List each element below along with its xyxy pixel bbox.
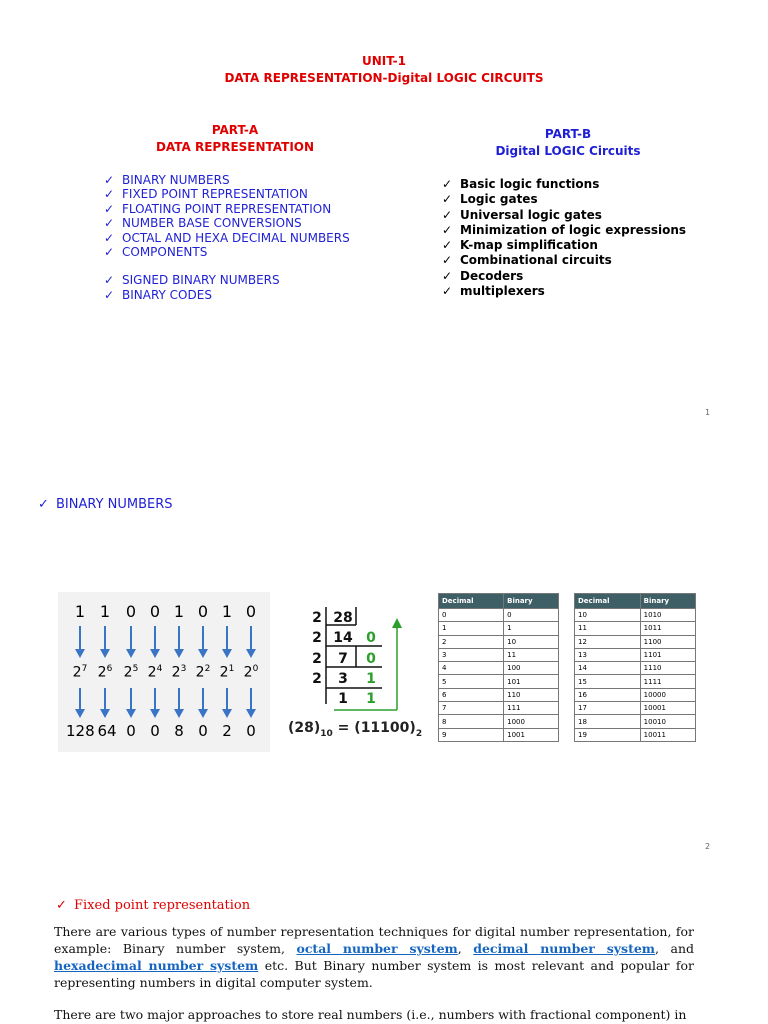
list-item: ✓ OCTAL AND HEXA DECIMAL NUMBERS — [104, 230, 350, 245]
power-of-two: $2^3$ — [171, 664, 187, 681]
power-of-two: $2^6$ — [97, 664, 113, 681]
place-value: 2 — [222, 722, 232, 740]
document-title: DATA REPRESENTATION-Digital LOGIC CIRCUITS — [224, 71, 544, 85]
arrow-down-icon — [104, 688, 106, 710]
checkmark-icon: ✓ — [104, 245, 115, 260]
bit-digit: 0 — [125, 602, 137, 621]
table-cell: 9 — [439, 728, 504, 741]
arrow-down-icon — [104, 626, 106, 650]
power-of-two: $2^1$ — [219, 664, 235, 681]
part-a-title: DATA REPRESENTATION — [155, 140, 315, 154]
table-cell: 19 — [575, 728, 641, 741]
quotient: 7 — [338, 651, 348, 667]
arrow-down-icon — [226, 626, 228, 650]
table-cell: 1 — [439, 622, 504, 635]
bit-digit: 1 — [99, 602, 111, 621]
list-item: ✓ BINARY NUMBERS — [104, 173, 230, 187]
decimal-binary-table-2 — [574, 593, 696, 742]
table-cell: 4 — [439, 662, 504, 675]
table-row — [575, 715, 696, 728]
fixed-point-paragraph-2: There are two major approaches to store real numbers (i.e., numbers with fractional component) in — [54, 1007, 687, 1022]
column-header: Binary — [504, 594, 559, 609]
list-item: ✓ Universal logic gates — [442, 207, 602, 222]
division-diagram — [288, 604, 423, 754]
table-cell: 2 — [439, 635, 504, 648]
place-value: 0 — [246, 722, 256, 740]
decimal-number-system-link[interactable]: decimal number system — [473, 941, 656, 956]
table-cell: 1000 — [504, 715, 559, 728]
bit-digit: 1 — [74, 602, 86, 621]
table-row — [575, 635, 696, 648]
table-cell: 10001 — [640, 702, 695, 715]
part-b-title: Digital LOGIC Circuits — [495, 144, 641, 158]
arrow-down-icon — [178, 688, 180, 710]
checkmark-icon: ✓ — [104, 216, 115, 231]
bit-digit: 1 — [221, 602, 233, 621]
arrow-down-icon — [150, 709, 160, 718]
bit-digit: 1 — [173, 602, 185, 621]
divisor: 2 — [312, 671, 322, 687]
fixed-point-heading: ✓ Fixed point representation — [56, 898, 251, 913]
arrow-down-icon — [154, 688, 156, 710]
checkmark-icon: ✓ — [104, 230, 115, 245]
arrow-down-icon — [150, 649, 160, 658]
table-cell: 11 — [504, 648, 559, 661]
table-cell: 7 — [439, 702, 504, 715]
list-item: ✓ Decoders — [442, 268, 524, 283]
power-of-two: $2^2$ — [195, 664, 211, 681]
checkmark-icon: ✓ — [104, 273, 115, 288]
table-cell: 0 — [504, 609, 559, 622]
remainder: 0 — [366, 651, 376, 667]
table-header-row — [575, 594, 696, 609]
checkmark-icon: ✓ — [442, 284, 453, 299]
binary-numbers-heading: ✓ BINARY NUMBERS — [38, 497, 173, 512]
table-row — [439, 635, 559, 648]
table-cell: 110 — [504, 688, 559, 701]
power-of-two: $2^0$ — [243, 664, 259, 681]
divisor: 2 — [312, 610, 322, 626]
dividend: 28 — [333, 610, 353, 626]
checkmark-icon: ✓ — [442, 177, 453, 191]
quotient: 3 — [338, 671, 348, 687]
table-row — [575, 728, 696, 741]
table-row — [439, 662, 559, 675]
power-of-two: $2^7$ — [72, 664, 88, 681]
arrow-down-icon — [174, 709, 184, 718]
decimal-binary-table-1 — [438, 593, 559, 742]
table-row — [439, 648, 559, 661]
table-cell: 1011 — [640, 622, 695, 635]
table-cell: 10010 — [640, 715, 695, 728]
page-number: 1 — [705, 408, 711, 417]
remainder: 1 — [366, 671, 376, 687]
arrow-down-icon — [226, 688, 228, 710]
table-row — [575, 622, 696, 635]
arrow-down-icon — [174, 649, 184, 658]
arrow-down-icon — [198, 649, 208, 658]
hexadecimal-number-system-link[interactable]: hexadecimal number system — [54, 958, 259, 973]
part-a-label: PART-A — [211, 123, 259, 137]
arrow-down-icon — [126, 709, 136, 718]
remainder: 1 — [366, 691, 376, 707]
arrow-down-icon — [75, 649, 85, 658]
list-item: ✓ NUMBER BASE CONVERSIONS — [104, 216, 302, 231]
table-cell: 10000 — [640, 688, 695, 701]
list-item: ✓ K-map simplification — [442, 238, 598, 253]
list-item: ✓ Combinational circuits — [442, 253, 612, 268]
list-item: ✓ multiplexers — [442, 284, 545, 299]
arrow-down-icon — [178, 626, 180, 650]
list-item: ✓ SIGNED BINARY NUMBERS — [104, 273, 280, 288]
checkmark-icon: ✓ — [442, 192, 453, 207]
checkmark-icon: ✓ — [56, 898, 67, 913]
table-cell: 16 — [575, 688, 641, 701]
list-item: ✓ FIXED POINT REPRESENTATION — [104, 187, 308, 202]
arrow-down-icon — [126, 649, 136, 658]
column-header: Decimal — [439, 594, 504, 609]
table-cell: 11 — [575, 622, 641, 635]
arrow-down-icon — [198, 709, 208, 718]
list-item: ✓ Minimization of logic expressions — [442, 222, 687, 237]
checkmark-icon: ✓ — [38, 497, 49, 512]
table-cell: 15 — [575, 675, 641, 688]
place-value: 0 — [150, 722, 160, 740]
power-of-two: $2^5$ — [123, 664, 139, 681]
list-item: ✓ BINARY CODES — [104, 287, 212, 302]
table-row — [575, 675, 696, 688]
arrow-down-icon — [75, 709, 85, 718]
table-cell: 17 — [575, 702, 641, 715]
table-cell: 1 — [504, 622, 559, 635]
arrow-down-icon — [246, 649, 256, 658]
arrow-down-icon — [202, 626, 204, 650]
table-cell: 101 — [504, 675, 559, 688]
table-cell: 1010 — [640, 609, 695, 622]
list-item: ✓ FLOATING POINT REPRESENTATION — [104, 201, 332, 216]
table-cell: 1100 — [640, 635, 695, 648]
table-row — [575, 662, 696, 675]
table-cell: 1110 — [640, 662, 695, 675]
page-number: 2 — [705, 842, 711, 851]
place-value: 64 — [97, 722, 117, 740]
table-cell: 6 — [439, 688, 504, 701]
arrow-down-icon — [130, 688, 132, 710]
table-cell: 1001 — [504, 728, 559, 741]
column-header: Decimal — [575, 594, 641, 609]
fixed-point-paragraph-1: There are various types of number representation techniques for digital number representation, for example: Binary number system, octal number system, decimal number system, and hexadecimal number system etc. But Binary number system is most relevant and popular for representing numbers in digital computer system. — [54, 924, 695, 990]
arrow-down-icon — [130, 626, 132, 650]
bit-digit: 0 — [245, 602, 257, 621]
table-row — [575, 648, 696, 661]
part-b-label: PART-B — [544, 127, 592, 141]
list-item: ✓ Basic logic functions — [442, 177, 600, 191]
table-cell: 8 — [439, 715, 504, 728]
part-b-list — [442, 177, 686, 299]
place-value: 0 — [126, 722, 136, 740]
checkmark-icon: ✓ — [442, 238, 453, 253]
place-value: 8 — [174, 722, 184, 740]
arrow-down-icon — [79, 626, 81, 650]
table-cell: 14 — [575, 662, 641, 675]
bit-digit: 0 — [197, 602, 209, 621]
arrow-down-icon — [222, 709, 232, 718]
place-value: 0 — [198, 722, 208, 740]
arrow-down-icon — [250, 626, 252, 650]
arrow-down-icon — [250, 688, 252, 710]
table-cell: 111 — [504, 702, 559, 715]
remainder: 0 — [366, 630, 376, 646]
checkmark-icon: ✓ — [104, 287, 115, 302]
checkmark-icon: ✓ — [104, 201, 115, 216]
table-row — [439, 728, 559, 741]
table-cell: 10 — [504, 635, 559, 648]
quotient: 1 — [338, 691, 348, 707]
table-row — [439, 715, 559, 728]
list-item: ✓ Logic gates — [442, 192, 538, 207]
checkmark-icon: ✓ — [442, 253, 453, 268]
arrow-down-icon — [246, 709, 256, 718]
table-row — [439, 609, 559, 622]
table-header-row — [439, 594, 559, 609]
table-row — [575, 609, 696, 622]
table-row — [439, 688, 559, 701]
list-item: ✓ COMPONENTS — [104, 245, 208, 260]
table-cell: 13 — [575, 648, 641, 661]
table-cell: 0 — [439, 609, 504, 622]
arrow-down-icon — [202, 688, 204, 710]
table-row — [575, 688, 696, 701]
divisor: 2 — [312, 651, 322, 667]
arrow-down-icon — [100, 709, 110, 718]
power-of-two: $2^4$ — [147, 664, 163, 681]
arrow-down-icon — [100, 649, 110, 658]
checkmark-icon: ✓ — [442, 207, 453, 222]
table-cell: 100 — [504, 662, 559, 675]
table-row — [439, 702, 559, 715]
table-cell: 5 — [439, 675, 504, 688]
arrow-down-icon — [222, 649, 232, 658]
table-cell: 1111 — [640, 675, 695, 688]
table-cell: 3 — [439, 648, 504, 661]
table-cell: 1101 — [640, 648, 695, 661]
table-row — [575, 702, 696, 715]
binary-weight-diagram — [58, 592, 270, 752]
checkmark-icon: ✓ — [442, 222, 453, 237]
table-row — [439, 622, 559, 635]
conversion-result: $(28)_{10} = (11100)_2$ — [288, 720, 423, 739]
table-cell: 10011 — [640, 728, 695, 741]
unit-title: UNIT-1 — [361, 54, 406, 68]
checkmark-icon: ✓ — [442, 268, 453, 283]
arrow-down-icon — [154, 626, 156, 650]
table-cell: 10 — [575, 609, 641, 622]
table-cell: 12 — [575, 635, 641, 648]
arrow-down-icon — [79, 688, 81, 710]
table-row — [439, 675, 559, 688]
place-value: 128 — [66, 722, 95, 740]
bit-digit: 0 — [149, 602, 161, 621]
checkmark-icon: ✓ — [104, 187, 115, 202]
checkmark-icon: ✓ — [104, 173, 115, 187]
divisor: 2 — [312, 630, 322, 646]
quotient: 14 — [333, 630, 353, 646]
part-a-list — [104, 173, 350, 302]
column-header: Binary — [640, 594, 695, 609]
octal-number-system-link[interactable]: octal number system — [296, 941, 458, 956]
table-cell: 18 — [575, 715, 641, 728]
